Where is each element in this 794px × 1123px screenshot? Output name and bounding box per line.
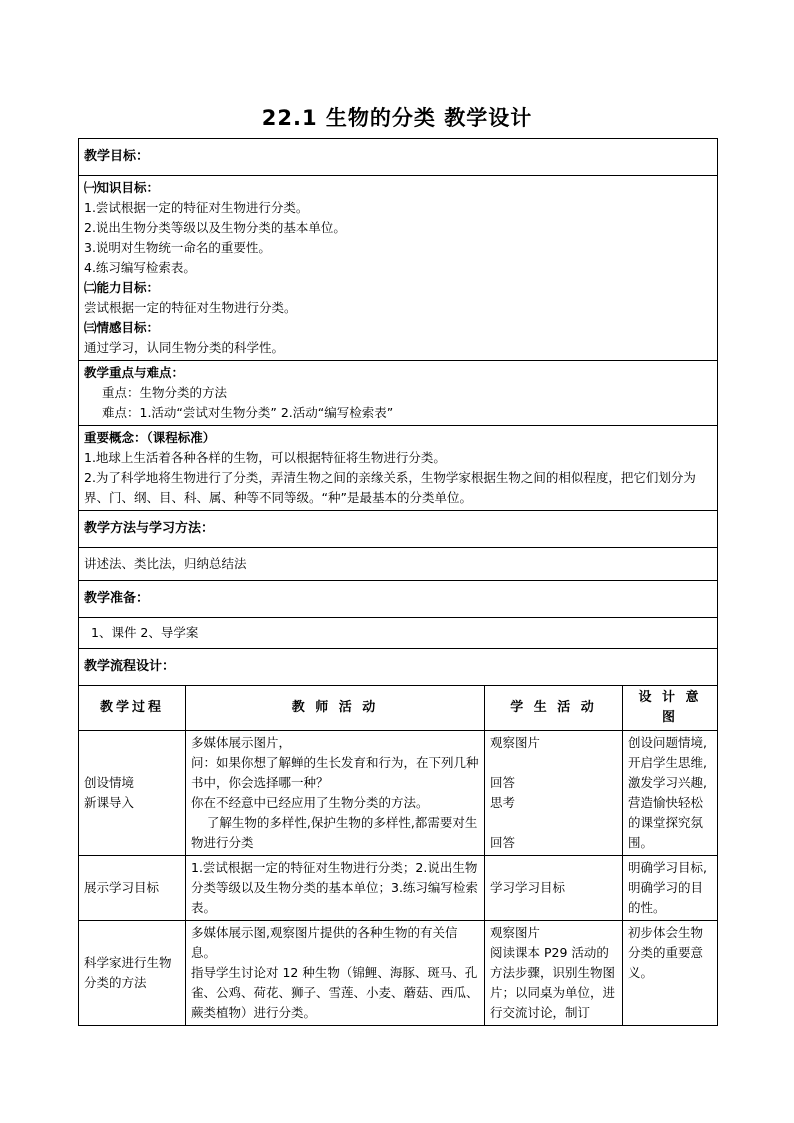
process-cell (79, 731, 186, 856)
key-points-header: 教学重点与难点： (84, 365, 185, 380)
key-points-cell (79, 361, 718, 426)
student-cell (485, 921, 623, 1026)
ability-text: 尝试根据一定的特征对生物进行分类。 (84, 300, 297, 315)
knowledge-item: 3.说明对生物统一命名的重要性。 (84, 240, 271, 255)
student-text: 思考 (490, 795, 516, 810)
intent-cell: 初步体会生物分类的重要意义。 (623, 921, 718, 1026)
key-point-focus: 重点：生物分类的方法 (102, 385, 228, 400)
objectives-body (79, 176, 718, 361)
page-title: 22.1 生物的分类 教学设计 (261, 106, 533, 130)
teacher-cell: 1.尝试根据一定的特征对生物进行分类；2.说出生物分类等级以及生物分类的基本单位；3.练习编写检索表。 (186, 856, 485, 921)
teacher-text: 问：如果你想了解蝉的生长发育和行为，在下列几种书中，你会选择哪一种？ (191, 755, 479, 790)
concepts-cell (79, 426, 718, 511)
intent-cell: 创设问题情境,开启学生思维,激发学习兴趣,营造愉快轻松的课堂探究氛围。 (623, 731, 718, 856)
column-header-process: 教学过程 (79, 686, 186, 731)
student-spacer (490, 813, 617, 833)
column-header-student: 学 生 活 动 (485, 686, 623, 731)
emotion-title: ㈢情感目标： (84, 320, 160, 335)
column-header-teacher: 教 师 活 动 (186, 686, 485, 731)
emotion-text: 通过学习，认同生物分类的科学性。 (84, 340, 285, 355)
knowledge-item: 4.练习编写检索表。 (84, 260, 196, 275)
concepts-header: 重要概念：（课程标准） (84, 430, 216, 445)
teacher-text: 指导学生讨论对 12 种生物（锦鲤、海豚、斑马、孔雀、公鸡、荷花、狮子、雪莲、小麦、蘑菇、西瓜、蕨类植物）进行分类。 (191, 965, 479, 1020)
student-text: 观察图片 (490, 735, 541, 750)
student-spacer (490, 753, 617, 773)
process-cell: 科学家进行生物分类的方法 (79, 921, 186, 1026)
teacher-text: 多媒体展示图,观察图片提供的各种生物的有关信息。 (191, 925, 458, 960)
flow-header: 教学流程设计： (79, 649, 718, 686)
teacher-text: 了解生物的多样性,保护生物的多样性,都需要对生物进行分类 (191, 815, 478, 850)
table-row (79, 921, 718, 1026)
table-row (79, 856, 718, 921)
table-row (79, 731, 718, 856)
student-cell: 学习学习目标 (485, 856, 623, 921)
student-text: 回答 (490, 835, 516, 850)
teacher-cell (186, 731, 485, 856)
student-text: 阅读课本 P29 活动的方法步骤，识别生物图片；以同桌为单位，进行交流讨论，制订 (490, 945, 616, 1020)
objectives-header: 教学目标： (79, 139, 718, 176)
process-label: 新课导入 (84, 795, 135, 810)
student-text: 观察图片 (490, 925, 541, 940)
student-cell (485, 731, 623, 856)
teacher-cell (186, 921, 485, 1026)
column-header-intent: 设 计 意 图 (623, 686, 718, 731)
knowledge-item: 1.尝试根据一定的特征对生物进行分类。 (84, 200, 309, 215)
methods-text: 讲述法、类比法，归纳总结法 (79, 548, 718, 581)
methods-header: 教学方法与学习方法： (79, 511, 718, 548)
intent-cell: 明确学习目标,明确学习的目的性。 (623, 856, 718, 921)
concept-item: 2.为了科学地将生物进行了分类，弄清生物之间的亲缘关系，生物学家根据生物之间的相似程度，把它们划分为界、门、纲、目、科、属、种等不同等级。“种”是最基本的分类单位。 (84, 470, 696, 505)
process-cell: 展示学习目标 (79, 856, 186, 921)
knowledge-title: ㈠知识目标： (84, 180, 160, 195)
student-text: 回答 (490, 775, 516, 790)
concept-item: 1.地球上生活着各种各样的生物，可以根据特征将生物进行分类。 (84, 450, 446, 465)
teacher-text: 多媒体展示图片， (191, 735, 292, 750)
process-label: 创设情境 (84, 775, 135, 790)
ability-title: ㈡能力目标： (84, 280, 160, 295)
key-point-difficulty: 难点：1.活动“尝试对生物分类” 2.活动“编写检索表” (102, 405, 394, 420)
preparation-header: 教学准备： (79, 581, 718, 618)
lesson-plan-table (78, 138, 718, 1026)
teacher-text: 你在不经意中已经应用了生物分类的方法。 (191, 795, 429, 810)
knowledge-item: 2.说出生物分类等级以及生物分类的基本单位。 (84, 220, 346, 235)
preparation-text: 1、课件 2、导学案 (79, 618, 718, 649)
